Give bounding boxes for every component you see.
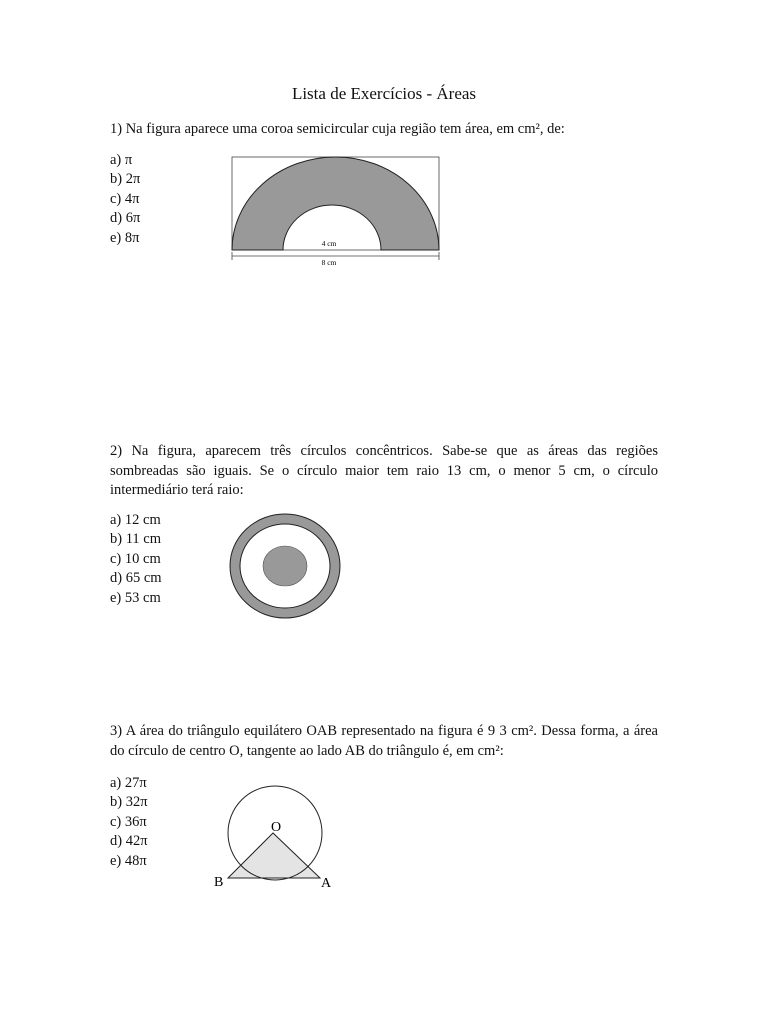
option-1e: e) 8π	[110, 229, 140, 246]
option-2b: b) 11 cm	[110, 531, 162, 548]
option-2c: c) 10 cm	[110, 550, 161, 567]
option-1a: a) π	[110, 152, 133, 168]
page-title: Lista de Exercícios - Áreas	[291, 84, 477, 103]
option-1c: c) 4π	[110, 190, 140, 207]
option-3c: c) 36π	[110, 813, 147, 830]
inner-diameter-label: 4 cm	[321, 239, 337, 248]
inner-circle	[263, 546, 307, 586]
option-3e: e) 48π	[110, 852, 147, 869]
question-3-text: 3) A área do triângulo equilátero OAB representado na figura é 9 3 cm². Dessa forma, a área do círculo de centro O, tangente ao lado AB do triângulo é, em cm²:	[110, 723, 658, 759]
question-3-options	[110, 774, 148, 871]
label-o: O	[271, 820, 282, 835]
option-2d: d) 65 cm	[110, 570, 162, 587]
option-2a: a) 12 cm	[110, 512, 161, 528]
option-3d: d) 42π	[110, 833, 148, 850]
question-1-options	[110, 151, 140, 248]
label-a: A	[321, 876, 332, 891]
label-b: B	[214, 875, 224, 890]
crown-shape	[232, 157, 439, 250]
option-3a: a) 27π	[110, 775, 147, 791]
semicircular-crown-figure	[225, 150, 447, 268]
question-2-text: 2) Na figura, aparecem três círculos concêntricos. Sabe-se que as áreas das regiões sombreadas são iguais. Se o círculo maior tem raio 13 cm, o menor 5 cm, o círculo intermediário terá raio:	[110, 443, 658, 498]
concentric-circles-figure	[226, 511, 346, 623]
triangle-circle-figure	[210, 785, 345, 891]
option-2e: e) 53 cm	[110, 589, 161, 606]
question-2-options	[110, 511, 162, 608]
option-3b: b) 32π	[110, 794, 148, 811]
outer-diameter-label: 8 cm	[321, 258, 337, 267]
equilateral-triangle	[228, 833, 320, 878]
option-1b: b) 2π	[110, 171, 141, 188]
question-1-text: 1) Na figura aparece uma coroa semicircular cuja região tem área, em cm², de:	[110, 121, 565, 137]
option-1d: d) 6π	[110, 210, 141, 227]
